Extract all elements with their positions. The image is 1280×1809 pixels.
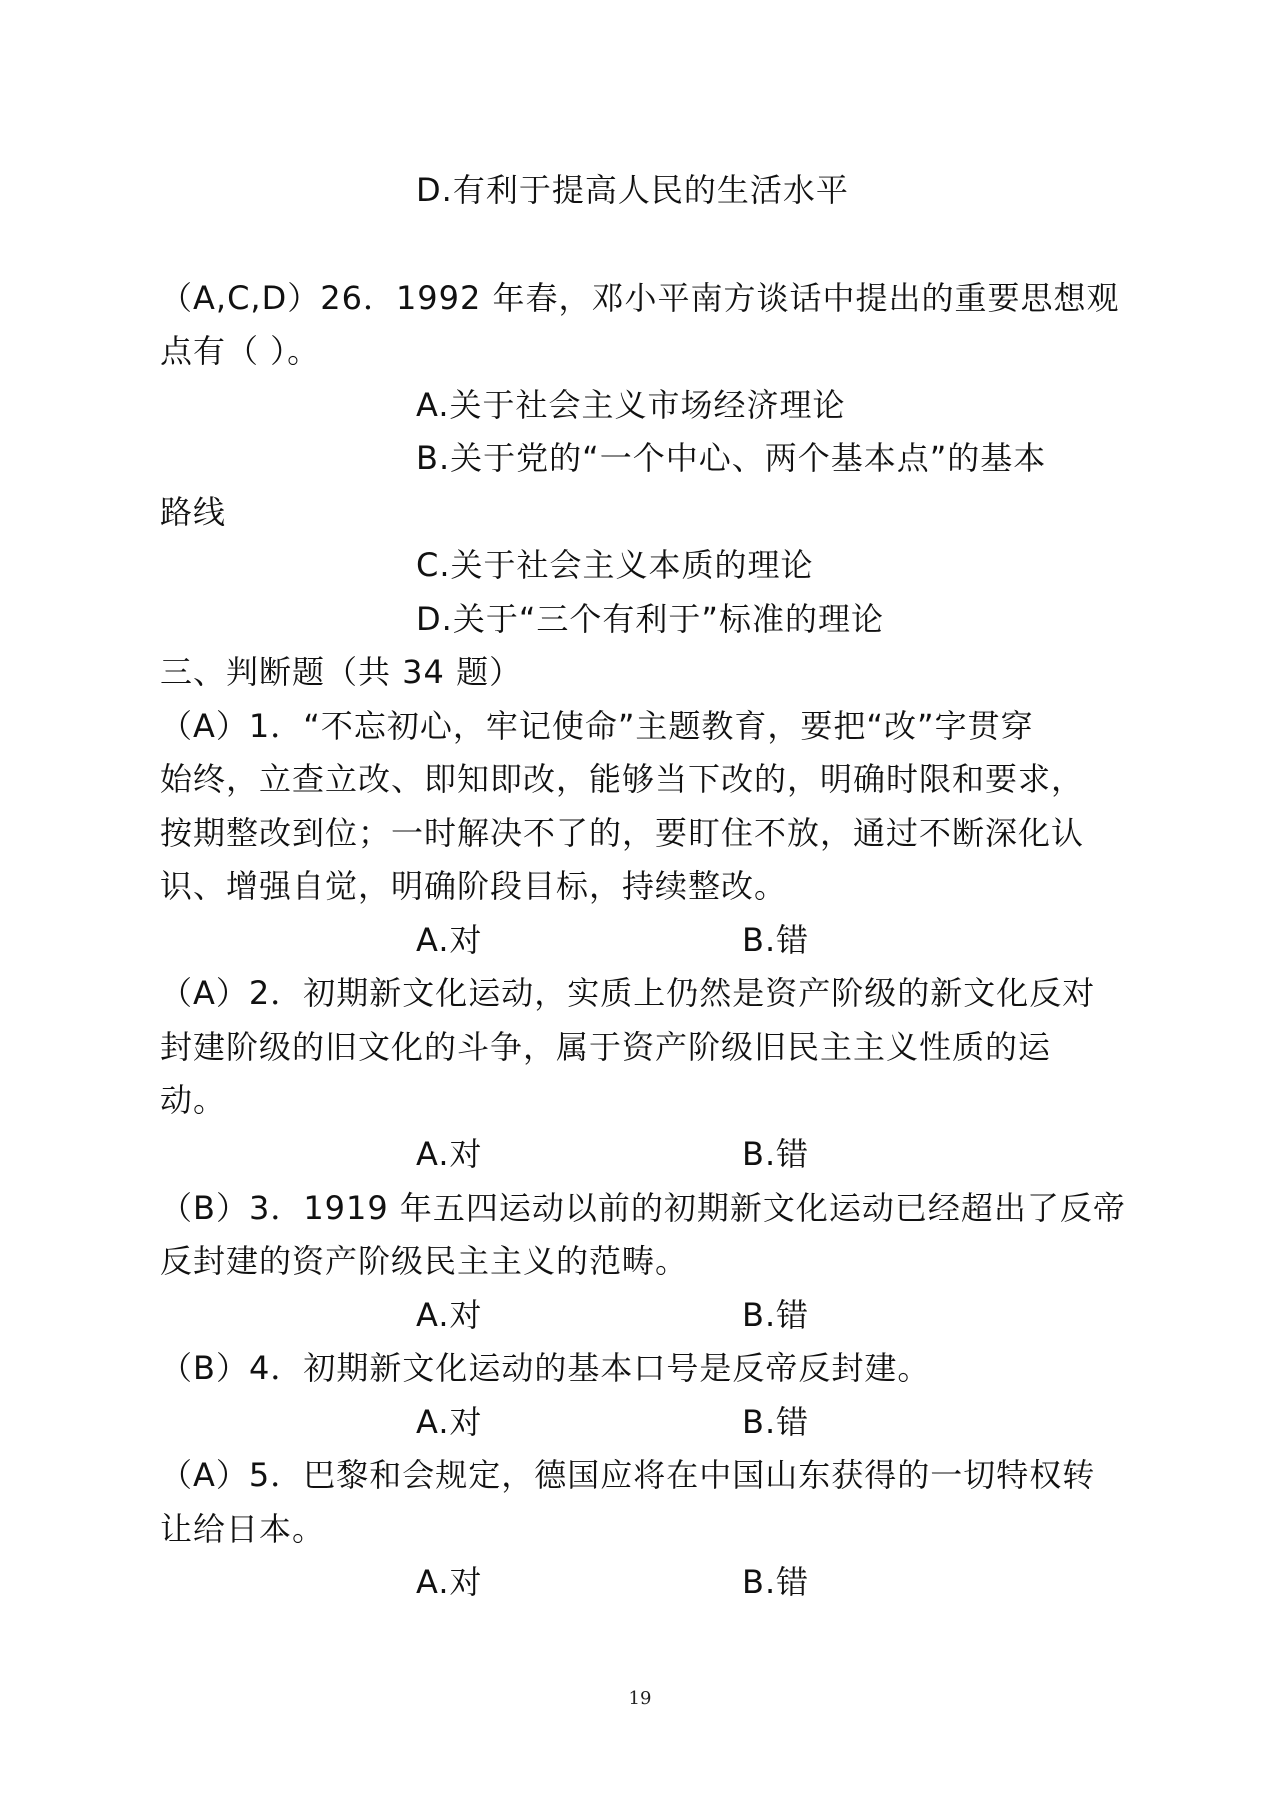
tf-question-1-option-b: B.错	[742, 921, 810, 959]
tf-question-2-option-a: A.对	[416, 1135, 483, 1173]
tf-question-4-line-1: （B）4．初期新文化运动的基本口号是反帝反封建。	[160, 1349, 931, 1387]
tf-question-1-line-1: （A）1．“不忘初心，牢记使命”主题教育，要把“改”字贯穿	[160, 707, 1034, 745]
tf-question-3-option-a: A.对	[416, 1296, 483, 1334]
q26-option-a: A.关于社会主义市场经济理论	[416, 386, 846, 424]
q26-option-c: C.关于社会主义本质的理论	[416, 546, 814, 584]
tf-question-1-line-3: 按期整改到位；一时解决不了的，要盯住不放，通过不断深化认	[160, 814, 1085, 852]
tf-question-1-option-a: A.对	[416, 921, 483, 959]
tf-question-3-option-b: B.错	[742, 1296, 810, 1334]
tf-question-5-option-a: A.对	[416, 1563, 483, 1601]
tf-question-2-line-2: 封建阶级的旧文化的斗争，属于资产阶级旧民主主义性质的运	[160, 1028, 1052, 1066]
q26-option-d: D.关于“三个有利于”标准的理论	[416, 600, 884, 638]
tf-question-5-option-b: B.错	[742, 1563, 810, 1601]
tf-question-2-line-1: （A）2．初期新文化运动，实质上仍然是资产阶级的新文化反对	[160, 974, 1096, 1012]
tf-question-2-line-3: 动。	[160, 1081, 227, 1119]
tf-question-4-option-b: B.错	[742, 1403, 810, 1441]
tf-question-1-line-2: 始终，立查立改、即知即改，能够当下改的，明确时限和要求，	[160, 760, 1085, 798]
tf-question-4-option-a: A.对	[416, 1403, 483, 1441]
page-number: 19	[628, 1688, 652, 1709]
tf-question-5-line-1: （A）5．巴黎和会规定，德国应将在中国山东获得的一切特权转	[160, 1456, 1096, 1494]
q26-option-b-line-1: B.关于党的“一个中心、两个基本点”的基本	[416, 439, 1047, 477]
q26-stem-line-2: 点有（ ）。	[160, 332, 321, 370]
q25-option-d: D.有利于提高人民的生活水平	[416, 171, 849, 209]
section-title: 三、判断题（共 34 题）	[160, 653, 523, 691]
tf-question-5-line-2: 让给日本。	[160, 1510, 326, 1548]
tf-question-3-line-2: 反封建的资产阶级民主主义的范畴。	[160, 1242, 689, 1280]
tf-question-1-line-4: 识、增强自觉，明确阶段目标，持续整改。	[160, 867, 788, 905]
q26-option-b-line-2: 路线	[160, 493, 227, 531]
q26-stem-line-1: （A,C,D）26．1992 年春，邓小平南方谈话中提出的重要思想观	[160, 279, 1120, 317]
tf-question-3-line-1: （B）3．1919 年五四运动以前的初期新文化运动已经超出了反帝	[160, 1189, 1126, 1227]
tf-question-2-option-b: B.错	[742, 1135, 810, 1173]
